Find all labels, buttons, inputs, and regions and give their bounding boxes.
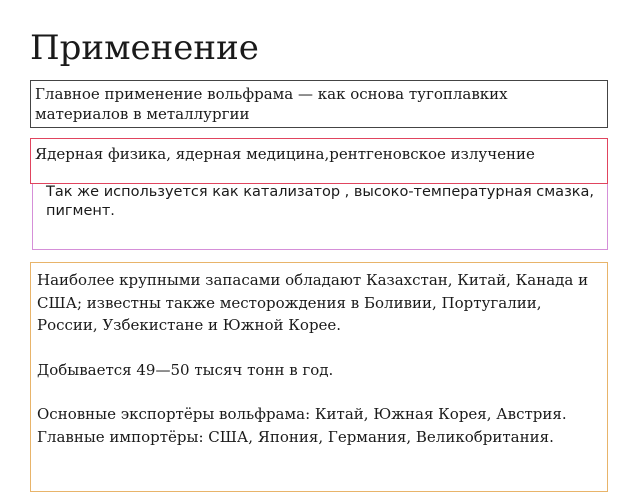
info-box — [30, 262, 608, 492]
nuclear-text: Ядерная физика, ядерная медицина,рентгеновское излучение — [35, 145, 535, 163]
other-uses-text: Так же используется как катализатор , высоко-температурная смазка, пигмент. — [46, 184, 595, 219]
main-use-text: Главное применение вольфрама — как основа тугоплавких материалов в металлургии — [35, 85, 508, 123]
trade-text: Основные экспортёры вольфрама: Китай, Южная Корея, Австрия. Главные импортёры: США, Япония, Германия, Великобритания. — [37, 405, 567, 446]
nuclear-box — [30, 138, 608, 184]
paragraph-gap — [37, 337, 601, 359]
deposits-text: Наиболее крупными запасами обладают Казахстан, Китай, Канада и США; известны также месторождения в Боливии, Португалии, России, Узбекистане и Южной Корее. — [37, 271, 589, 334]
paragraph-gap — [37, 381, 601, 403]
slide-title: Применение — [30, 28, 259, 68]
production-text: Добывается 49—50 тысяч тонн в год. — [37, 360, 334, 379]
main-use-box — [30, 80, 608, 128]
